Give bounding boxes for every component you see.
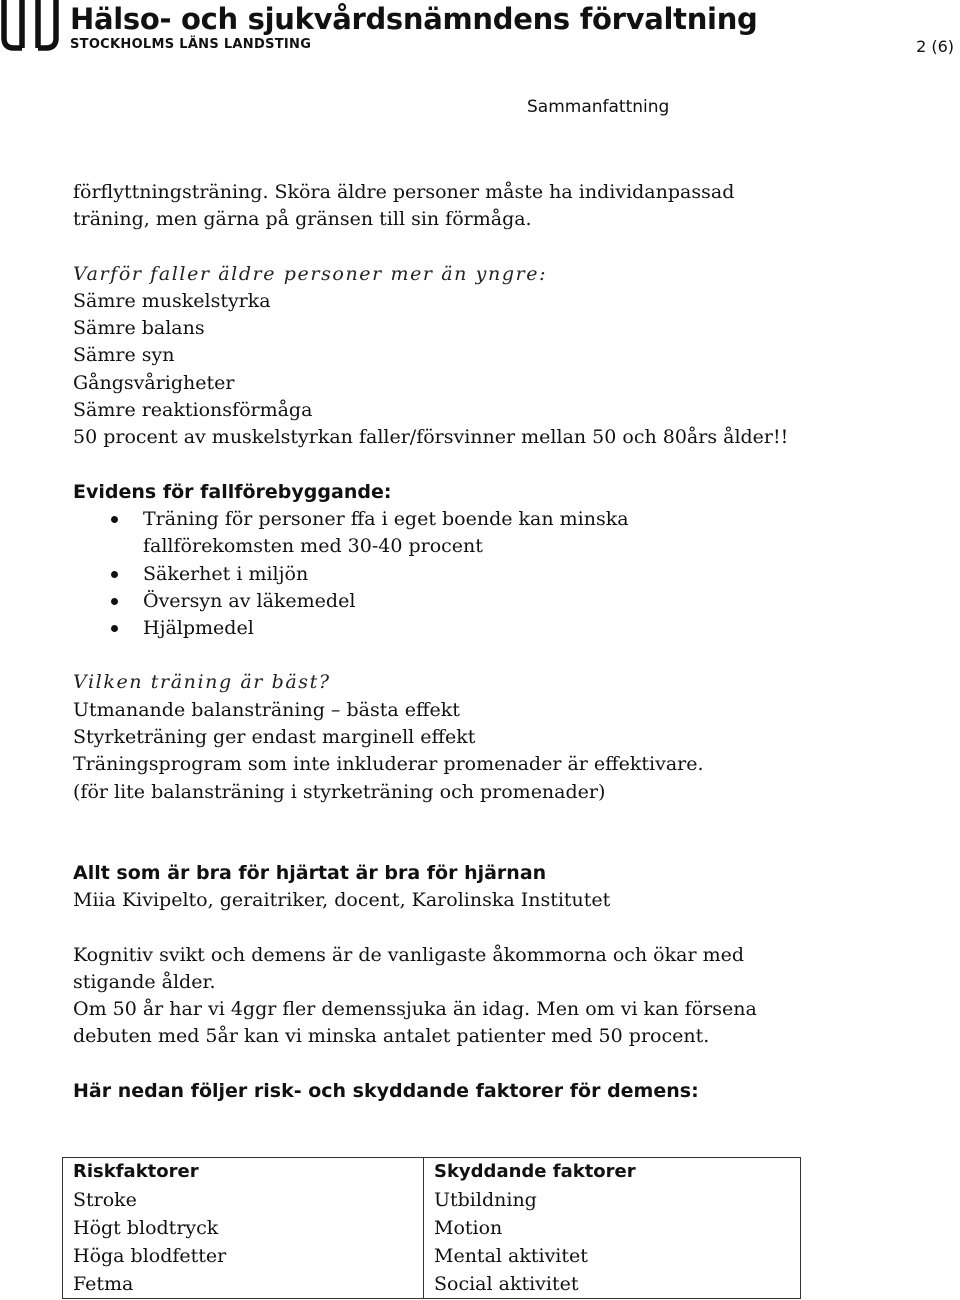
list-item: Sämre balans [73, 317, 205, 340]
bullet-icon [111, 625, 118, 632]
table-row [63, 1214, 801, 1242]
table-cell: Social aktivitet [424, 1270, 801, 1299]
training-line: Träningsprogram som inte inkluderar promenader är effektivare. [73, 753, 704, 776]
why-falls-list [73, 288, 793, 424]
bullet-item [73, 561, 703, 588]
evidence-bullet-list [73, 506, 793, 642]
bullet-icon [111, 571, 118, 578]
list-item: Sämre reaktionsförmåga [73, 399, 313, 422]
bullet-text: Säkerhet i miljön [143, 562, 309, 585]
evidence-heading: Evidens för fallförebyggande: [73, 480, 392, 503]
table-row [63, 1186, 801, 1214]
training-line: Styrketräning ger endast marginell effekt [73, 726, 476, 749]
column-header-risk: Riskfaktorer [63, 1158, 424, 1187]
table-cell: Utbildning [424, 1186, 801, 1214]
list-item: Sämre syn [73, 344, 175, 367]
table-cell: Mental aktivitet [424, 1242, 801, 1270]
page-number: 2 (6) [916, 37, 954, 56]
document-body [73, 179, 793, 1105]
organization-name: Hälso- och sjukvårdsnämndens förvaltning [70, 2, 758, 36]
table-cell: Högt blodtryck [63, 1214, 424, 1242]
training-line: Utmanande balansträning – bästa effekt [73, 698, 460, 721]
dementia-paragraph-2: Om 50 år har vi 4ggr fler demenssjuka än idag. Men om vi kan försena debuten med 5år kan vi minska antalet patienter med 50 procent. [73, 998, 757, 1048]
document-section-label: Sammanfattning [527, 97, 670, 117]
dementia-factors-table [62, 1157, 801, 1299]
organization-subtitle: STOCKHOLMS LÄNS LANDSTING [70, 37, 312, 52]
bullet-text: Träning för personer ffa i eget boende kan minska fallförekomsten med 30-40 procent [143, 507, 629, 558]
dementia-paragraph-1: Kognitiv svikt och demens är de vanligaste åkommorna och ökar med stigande ålder. [73, 943, 745, 993]
heart-brain-heading: Allt som är bra för hjärtat är bra för hjärnan [73, 861, 547, 884]
bullet-item [73, 615, 703, 642]
muscle-strength-note: 50 procent av muskelstyrkan faller/försvinner mellan 50 och 80års ålder!! [73, 426, 789, 449]
bullet-item [73, 506, 703, 561]
column-header-protective: Skyddande faktorer [424, 1158, 801, 1187]
why-falls-heading: Varför faller äldre personer mer än yngre: [73, 262, 548, 285]
bullet-icon [111, 598, 118, 605]
sll-logo-icon [0, 0, 60, 52]
list-item: Gångsvårigheter [73, 371, 235, 394]
list-item: Sämre muskelstyrka [73, 289, 271, 312]
intro-line-2: träning, men gärna på gränsen till sin förmåga. [73, 208, 532, 231]
table-header-row [63, 1158, 801, 1187]
table-cell: Höga blodfetter [63, 1242, 424, 1270]
best-training-heading: Vilken träning är bäst? [73, 671, 331, 694]
factors-heading: Här nedan följer risk- och skyddande faktorer för demens: [73, 1079, 699, 1102]
bullet-text: Översyn av läkemedel [143, 589, 356, 612]
bullet-icon [111, 516, 118, 523]
table-cell: Stroke [63, 1186, 424, 1214]
table-row [63, 1270, 801, 1299]
table-cell: Fetma [63, 1270, 424, 1299]
bullet-text: Hjälpmedel [143, 617, 254, 640]
table-row [63, 1242, 801, 1270]
training-line: (för lite balansträning i styrketräning och promenader) [73, 780, 606, 803]
speaker-credit: Miia Kivipelto, geraitriker, docent, Karolinska Institutet [73, 889, 611, 912]
table-cell: Motion [424, 1214, 801, 1242]
bullet-item [73, 588, 703, 615]
intro-line-1: förflyttningsträning. Sköra äldre personer måste ha individanpassad [73, 181, 735, 203]
